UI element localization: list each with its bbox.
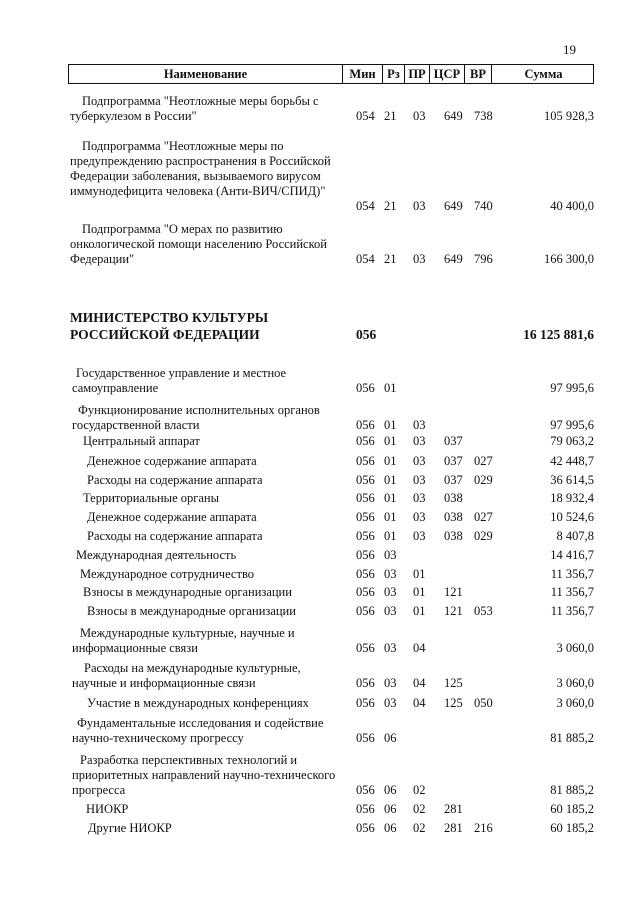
table-row (0, 94, 640, 124)
table-header (68, 64, 594, 84)
row-sum: 166 300,0 (544, 252, 594, 266)
row-vr: 029 (474, 473, 493, 487)
row-name: Центральный аппарат (83, 434, 200, 448)
row-pr: 04 (413, 696, 426, 710)
row-name: Подпрограмма "О мерах по развитию онкологической помощи населению Российской Федерации" (70, 222, 327, 266)
row-min: 056 (356, 473, 375, 487)
header-pr: ПР (404, 65, 429, 83)
row-pr: 04 (413, 641, 426, 655)
row-sum: 42 448,7 (550, 454, 594, 468)
row-sum: 3 060,0 (556, 676, 594, 690)
row-sum: 3 060,0 (556, 641, 594, 655)
row-csr: 038 (444, 529, 463, 543)
row-min: 056 (356, 381, 375, 395)
row-sum: 8 407,8 (556, 529, 594, 543)
row-csr: 121 (444, 585, 463, 599)
table-row (0, 626, 640, 656)
row-sum: 60 185,2 (550, 821, 594, 835)
row-rz: 03 (384, 676, 397, 690)
row-sum: 81 885,2 (550, 731, 594, 745)
row-vr: 027 (474, 454, 493, 468)
row-name: Денежное содержание аппарата (87, 454, 257, 468)
row-rz: 01 (384, 418, 397, 432)
row-csr: 037 (444, 454, 463, 468)
row-min: 054 (356, 109, 375, 123)
row-pr: 04 (413, 676, 426, 690)
row-sum: 97 995,6 (550, 381, 594, 395)
table-row (0, 139, 640, 214)
row-min: 056 (356, 821, 375, 835)
row-sum: 81 885,2 (550, 783, 594, 797)
header-vr: ВР (464, 65, 491, 83)
header-csr: ЦСР (429, 65, 464, 83)
row-min: 056 (356, 696, 375, 710)
row-min: 056 (356, 454, 375, 468)
row-rz: 03 (384, 641, 397, 655)
row-pr: 03 (413, 491, 426, 505)
row-pr: 03 (413, 199, 426, 213)
row-sum: 79 063,2 (550, 434, 594, 448)
row-pr: 03 (413, 529, 426, 543)
row-name: МИНИСТЕРСТВО КУЛЬТУРЫ РОССИЙСКОЙ ФЕДЕРАЦИИ (70, 310, 269, 342)
row-csr: 038 (444, 491, 463, 505)
row-rz: 03 (384, 548, 397, 562)
row-name: Международное сотрудничество (80, 567, 255, 581)
page-number: 19 (563, 42, 576, 57)
row-min: 054 (356, 199, 375, 213)
row-vr: 053 (474, 604, 493, 618)
row-min: 056 (356, 548, 375, 562)
row-pr: 01 (413, 604, 426, 618)
row-min: 056 (356, 567, 375, 581)
table-row (0, 696, 640, 711)
row-rz: 03 (384, 585, 397, 599)
row-name: Международные культурные, научные и информационные связи (72, 626, 295, 655)
table-row (0, 821, 640, 836)
header-name: Наименование (163, 67, 248, 81)
row-sum: 36 614,5 (550, 473, 594, 487)
row-rz: 01 (384, 434, 397, 448)
table-row (0, 567, 640, 582)
row-csr: 649 (444, 109, 463, 123)
row-name: Разработка перспективных технологий и приоритетных направлений научно-технического прогресса (72, 753, 336, 797)
row-vr: 796 (474, 252, 493, 266)
row-name: Расходы на содержание аппарата (87, 529, 263, 543)
row-min: 056 (356, 510, 375, 524)
row-csr: 125 (444, 676, 463, 690)
row-csr: 125 (444, 696, 463, 710)
row-rz: 06 (384, 783, 397, 797)
row-sum: 11 356,7 (550, 585, 594, 599)
row-rz: 01 (384, 491, 397, 505)
table-row (0, 548, 640, 563)
row-rz: 03 (384, 604, 397, 618)
row-pr: 02 (413, 821, 426, 835)
row-min: 056 (356, 434, 375, 448)
row-min: 056 (356, 418, 375, 432)
table-row (0, 716, 640, 746)
row-csr: 037 (444, 473, 463, 487)
row-csr: 649 (444, 252, 463, 266)
header-sum: Сумма (491, 65, 595, 83)
row-min: 056 (356, 491, 375, 505)
row-sum: 105 928,3 (544, 109, 594, 123)
row-rz: 06 (384, 731, 397, 745)
row-min: 056 (356, 585, 375, 599)
header-min: Мин (342, 65, 382, 83)
row-rz: 01 (384, 454, 397, 468)
row-rz: 21 (384, 199, 397, 213)
row-pr: 03 (413, 454, 426, 468)
row-pr: 03 (413, 252, 426, 266)
row-name: Участие в международных конференциях (87, 696, 309, 710)
row-sum: 97 995,6 (550, 418, 594, 432)
row-name: Подпрограмма "Неотложные меры по предупреждению распространения в Российской Федерации заболевания, вызываемого вирусом иммунодефицита человека (Анти-ВИЧ/СПИД)" (70, 139, 331, 198)
row-csr: 649 (444, 199, 463, 213)
row-name: НИОКР (86, 802, 129, 816)
table-row (0, 366, 640, 396)
row-min: 056 (356, 731, 375, 745)
table-row (0, 222, 640, 267)
row-csr: 038 (444, 510, 463, 524)
table-row (0, 529, 640, 544)
row-name: Денежное содержание аппарата (87, 510, 257, 524)
row-csr: 281 (444, 802, 463, 816)
row-rz: 03 (384, 567, 397, 581)
row-pr: 02 (413, 802, 426, 816)
row-min: 056 (356, 783, 375, 797)
row-pr: 03 (413, 473, 426, 487)
row-vr: 027 (474, 510, 493, 524)
row-name: Функционирование исполнительных органов государственной власти (72, 403, 320, 432)
row-min: 056 (356, 641, 375, 655)
row-csr: 037 (444, 434, 463, 448)
table-row (0, 604, 640, 619)
row-pr: 03 (413, 418, 426, 432)
table-row (0, 585, 640, 600)
row-sum: 18 932,4 (550, 491, 594, 505)
row-sum: 40 400,0 (550, 199, 594, 213)
row-rz: 03 (384, 696, 397, 710)
row-name: Другие НИОКР (88, 821, 172, 835)
table-row (0, 753, 640, 798)
row-pr: 03 (413, 510, 426, 524)
row-min: 056 (356, 676, 375, 690)
header-rz: Рз (382, 65, 404, 83)
row-name: Международная деятельность (76, 548, 237, 562)
row-vr: 738 (474, 109, 493, 123)
row-sum: 60 185,2 (550, 802, 594, 816)
row-name: Расходы на содержание аппарата (87, 473, 263, 487)
row-name: Государственное управление и местное самоуправление (72, 366, 287, 395)
row-sum: 11 356,7 (550, 567, 594, 581)
table-row (0, 403, 640, 433)
row-vr: 216 (474, 821, 493, 835)
row-rz: 01 (384, 529, 397, 543)
row-name: Подпрограмма "Неотложные меры борьбы с туберкулезом в России" (70, 94, 319, 123)
row-rz: 01 (384, 510, 397, 524)
table-row (0, 434, 640, 449)
row-min: 056 (356, 327, 377, 342)
row-vr: 029 (474, 529, 493, 543)
row-name: Расходы на международные культурные, научные и информационные связи (72, 661, 301, 690)
row-sum: 11 356,7 (550, 604, 594, 618)
row-vr: 050 (474, 696, 493, 710)
row-rz: 21 (384, 252, 397, 266)
row-sum: 16 125 881,6 (523, 327, 594, 342)
row-sum: 3 060,0 (556, 696, 594, 710)
row-rz: 06 (384, 821, 397, 835)
row-csr: 121 (444, 604, 463, 618)
table-row (0, 309, 640, 343)
table-row (0, 661, 640, 691)
row-pr: 02 (413, 783, 426, 797)
row-min: 054 (356, 252, 375, 266)
table-row (0, 473, 640, 488)
row-name: Взносы в международные организации (87, 604, 296, 618)
row-min: 056 (356, 802, 375, 816)
row-min: 056 (356, 604, 375, 618)
row-pr: 01 (413, 567, 426, 581)
table-row (0, 491, 640, 506)
row-sum: 14 416,7 (550, 548, 594, 562)
row-pr: 01 (413, 585, 426, 599)
row-csr: 281 (444, 821, 463, 835)
row-pr: 03 (413, 434, 426, 448)
row-rz: 06 (384, 802, 397, 816)
row-vr: 740 (474, 199, 493, 213)
row-min: 056 (356, 529, 375, 543)
row-name: Территориальные органы (83, 491, 220, 505)
row-rz: 01 (384, 381, 397, 395)
row-rz: 01 (384, 473, 397, 487)
table-row (0, 802, 640, 817)
row-name: Взносы в международные организации (83, 585, 292, 599)
row-name: Фундаментальные исследования и содействие научно-техническому прогрессу (72, 716, 324, 745)
row-rz: 21 (384, 109, 397, 123)
table-row (0, 510, 640, 525)
row-pr: 03 (413, 109, 426, 123)
table-row (0, 454, 640, 469)
row-sum: 10 524,6 (550, 510, 594, 524)
